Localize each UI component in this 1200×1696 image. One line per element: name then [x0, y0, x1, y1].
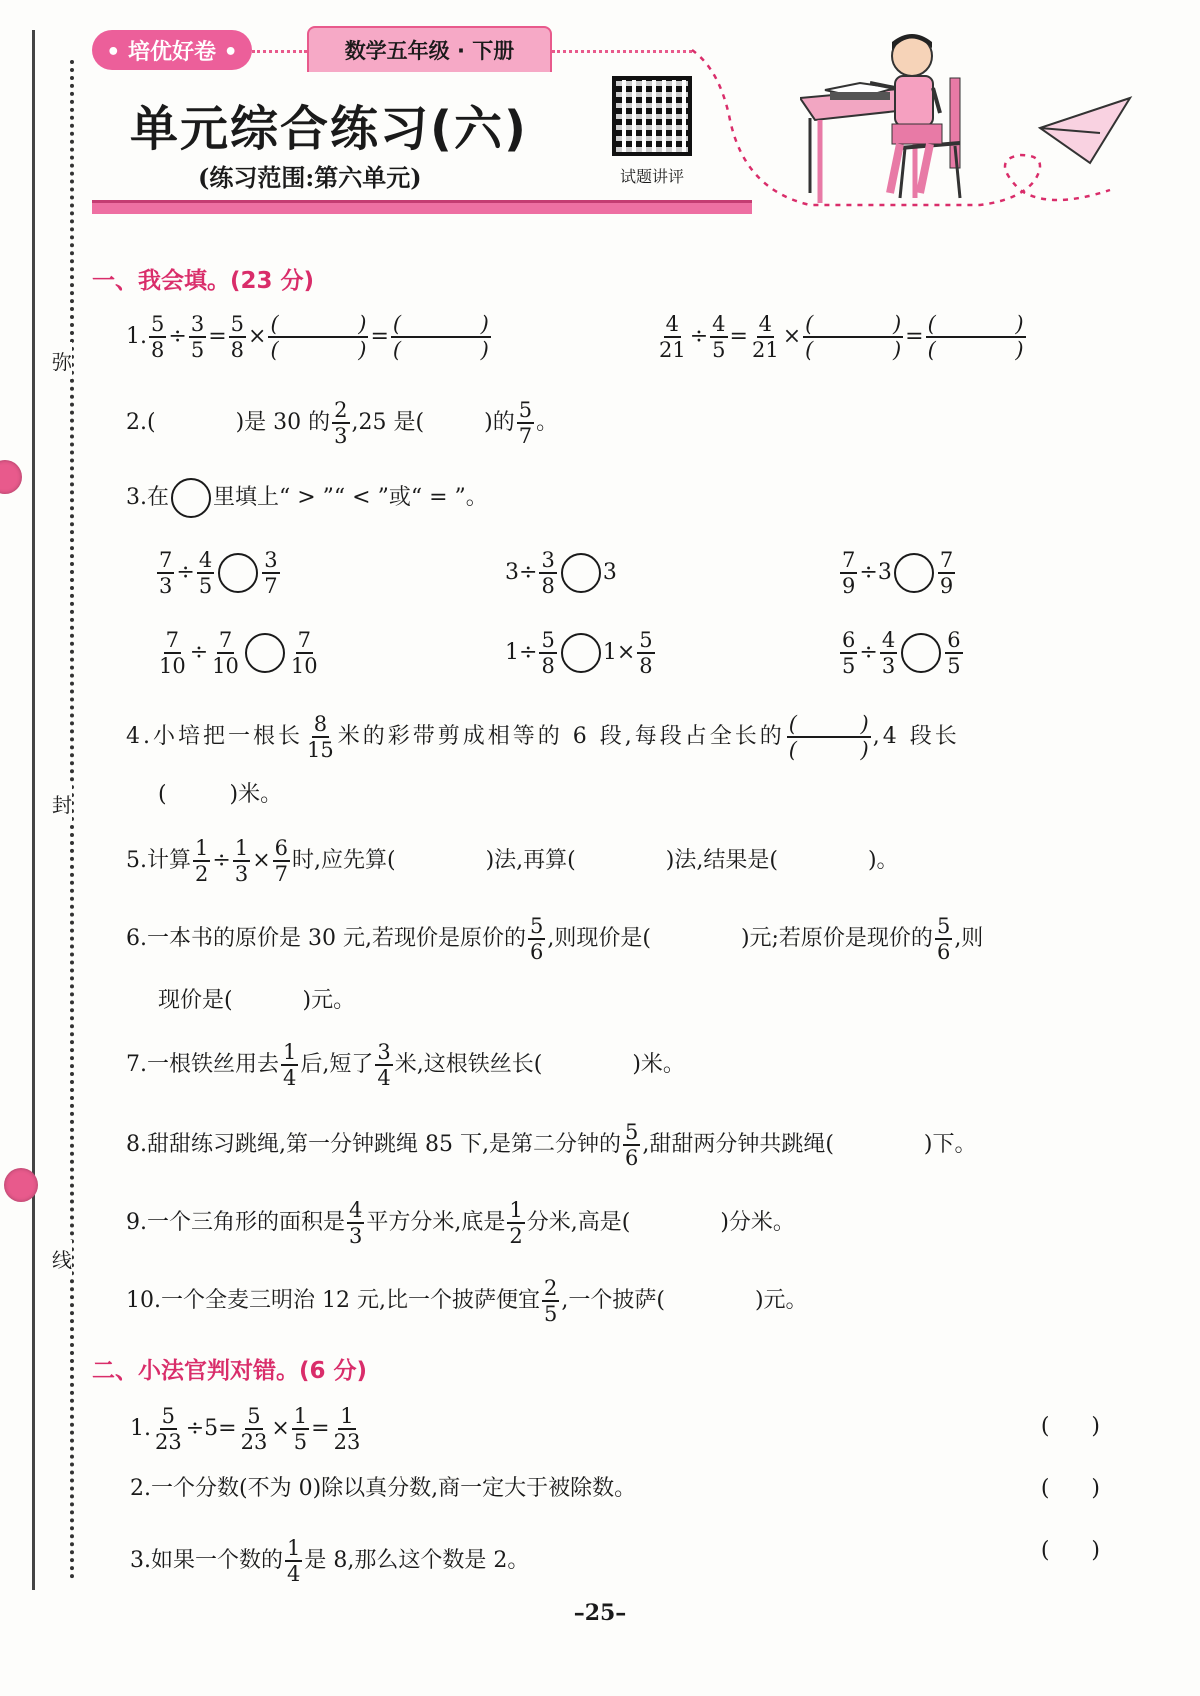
dotted-divider — [552, 50, 692, 53]
question-1-7: 7. 一根铁丝用去 $\frac{1}{4}$ 后,短了 $\frac{3}{4}$ 米,这根铁丝长( )米。 — [126, 1040, 685, 1091]
qr-code-icon[interactable] — [612, 76, 692, 156]
compare-item: 1 ÷ $\frac{5}{8}$ 1 × $\frac{5}{8}$ — [505, 628, 653, 679]
section-title: 二、小法官判对错。(6 分) — [92, 1358, 368, 1384]
fraction: $\frac{3}{5}$ — [190, 312, 205, 363]
compare-item: $\frac{7}{3}$ ÷ $\frac{4}{5}$ $\frac{3}{7}$ — [159, 548, 278, 599]
header-bar — [92, 200, 752, 214]
page-subtitle: (练习范围:第六单元) — [198, 163, 422, 192]
compare-circle-input[interactable] — [901, 633, 941, 673]
question-2-3: 3. 如果一个数的 $\frac{1}{4}$ 是 8,那么这个数是 2。 — [130, 1536, 530, 1587]
fraction: $\frac{5}{7}$ — [518, 398, 533, 449]
question-1-4: 4. 小培把一根长 $\frac{8}{15}$ 米的彩带剪成相等的 6 段,每段占全长的 ( ) ( ) ,4 段长 — [126, 712, 960, 763]
fraction: $\frac{5}{8}$ — [230, 312, 244, 363]
question-2-1: 1. $\frac{5}{23}$ ÷ 5 = $\frac{5}{23}$ × $\frac{1}{5}$ = $\frac{1}{23}$ — [130, 1404, 361, 1455]
fraction: $\frac{2}{3}$ — [334, 398, 348, 449]
student-at-desk-illustration — [800, 28, 1160, 208]
brand-tag: • 培优好卷 • — [92, 30, 252, 70]
question-1-10: 10. 一个全麦三明治 12 元,比一个披萨便宜 $\frac{2}{5}$ ,一个披萨( )元。 — [126, 1276, 808, 1327]
fraction: $\frac{5}{8}$ — [151, 312, 165, 363]
judge-answer-bracket[interactable]: ( ) — [1040, 1476, 1100, 1501]
question-1-5: 5. 计算 $\frac{1}{2}$ ÷ $\frac{1}{3}$ × $\frac{6}{7}$ 时,应先算( )法,再算( )法,结果是( )。 — [126, 836, 899, 887]
compare-circle-input[interactable] — [561, 553, 601, 593]
page-title: 单元综合练习(六) — [130, 101, 528, 157]
compare-item: $\frac{6}{5}$ ÷ $\frac{4}{3}$ $\frac{6}{5}$ — [842, 628, 961, 679]
fraction: $\frac{4}{5}$ — [712, 312, 726, 363]
grade-tab: 数学五年级 · 下册 — [307, 26, 552, 72]
page-number: –25– — [573, 1600, 627, 1626]
circle-blank — [171, 478, 211, 518]
dotted-divider — [252, 50, 307, 53]
section-title: 一、我会填。(23 分) — [92, 268, 315, 294]
answer-blank-fraction[interactable]: ( ) ( ) — [788, 712, 869, 763]
fraction: $\frac{4}{21}$ — [751, 312, 779, 363]
compare-circle-input[interactable] — [245, 633, 285, 673]
judge-answer-bracket[interactable]: ( ) — [1040, 1538, 1100, 1563]
punch-hole — [4, 1168, 38, 1202]
binding-char: 弥 — [52, 342, 72, 379]
answer-blank-fraction[interactable]: ( ) ( ) — [270, 312, 367, 363]
qr-label: 试题讲评 — [619, 167, 684, 186]
compare-item: $\frac{7}{10}$ ÷ $\frac{7}{10}$ $\frac{7}{10}$ — [159, 628, 318, 679]
binding-char: 封 — [52, 785, 72, 822]
compare-item: $\frac{7}{9}$ ÷ 3 $\frac{7}{9}$ — [842, 548, 954, 599]
compare-circle-input[interactable] — [218, 553, 258, 593]
answer-blank-fraction[interactable]: ( ) ( ) — [927, 312, 1024, 363]
question-1-3: 3. 在 里填上“ > ”“ < ”或“ = ”。 — [126, 478, 488, 518]
question-1-1-b: $\frac{4}{21}$ ÷ $\frac{4}{5}$ = $\frac{4}{21}$ × ( ) ( ) = ( ) ( ) — [659, 312, 1024, 363]
answer-blank-fraction[interactable]: ( ) ( ) — [392, 312, 489, 363]
binding-char: 线 — [52, 1240, 72, 1277]
question-1-6-line2: 现价是( )元。 — [158, 988, 356, 1013]
fraction: $\frac{4}{21}$ — [659, 312, 686, 363]
question-1-4-line2: ( )米。 — [158, 782, 283, 807]
compare-item: 3 ÷ $\frac{3}{8}$ 3 — [505, 548, 617, 599]
question-1-2: 2. ( )是 30 的 $\frac{2}{3}$ ,25 是( )的 $\frac{5}{7}$ 。 — [126, 398, 559, 449]
binding-edge — [32, 30, 35, 1590]
question-1-8: 8. 甜甜练习跳绳,第一分钟跳绳 85 下,是第二分钟的 $\frac{5}{6}$ ,甜甜两分钟共跳绳( )下。 — [126, 1120, 977, 1171]
question-1-1: 1. $\frac{5}{8}$ ÷ $\frac{3}{5}$ = $\frac{5}{8}$ × ( ) ( ) = ( ) ( ) — [126, 312, 489, 363]
answer-blank-fraction[interactable]: ( ) ( ) — [805, 312, 902, 363]
compare-circle-input[interactable] — [894, 553, 934, 593]
question-1-6: 6. 一本书的原价是 30 元,若现价是原价的 $\frac{5}{6}$ ,则现价是( )元;若原价是现价的 $\frac{5}{6}$ ,则 — [126, 914, 984, 965]
judge-answer-bracket[interactable]: ( ) — [1040, 1414, 1100, 1439]
compare-circle-input[interactable] — [561, 633, 601, 673]
punch-hole — [0, 460, 22, 494]
question-1-9: 9. 一个三角形的面积是 $\frac{4}{3}$ 平方分米,底是 $\frac{1}{2}$ 分米,高是( )分米。 — [126, 1198, 795, 1249]
question-2-2: 2. 一个分数(不为 0)除以真分数,商一定大于被除数。 — [130, 1476, 637, 1501]
